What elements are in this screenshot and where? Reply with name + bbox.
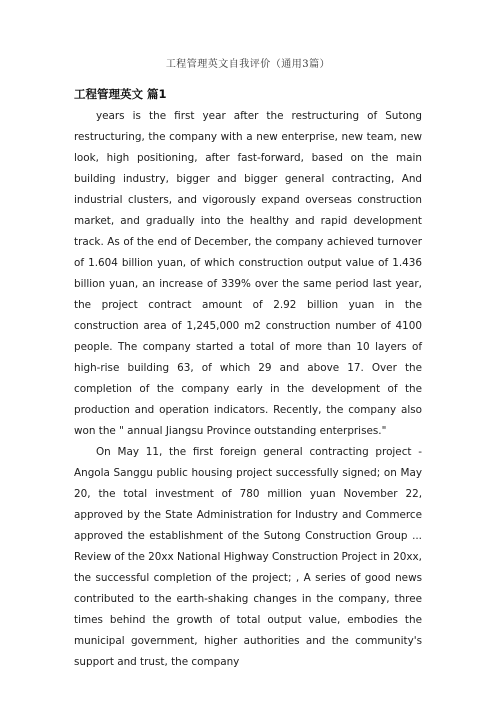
- document-title: 工程管理英文自我评价（通用3篇）: [165, 59, 331, 70]
- paragraph-2: On May 11, the first foreign general contracting project - Angola Sanggu public housing project successfully signed; on May 20, the total investment of 780 million yuan November 22, approved by the State Administration for Industry and Commerce approved the establishment of the Sutong Construction Group ... Review of the 20xx National Highway Construction Project in 20xx, the successful completion of the project; , A series of good news contributed to the earth-shaking changes in the company, three times behind the growth of total output value, embodies the municipal government, higher authorities and the community's support and trust, the company: [74, 446, 422, 668]
- paragraph-1: years is the first year after the restructuring of Sutong restructuring, the company with a new enterprise, new team, new look, high positioning, after fast-forward, based on the main building industry, bigger and bigger general contracting, And industrial clusters, and vigorously expand overseas construction market, and gradually into the healthy and rapid development track. As of the end of December, the company achieved turnover of 1.604 billion yuan, of which construction output value of 1.436 billion yuan, an increase of 339% over the same period last year, the project contract amount of 2.92 billion yuan in the construction area of 1,245,000 m2 construction number of 4100 people. The company started a total of more than 10 layers of high-rise building 63, of which 29 and above 17. Over the completion of the company early in the development of the production and operation indicators. Recently, the company also won the " annual Jiangsu Province outstanding enterprises.": [74, 110, 422, 437]
- section-heading: 工程管理英文 篇1: [74, 87, 167, 101]
- body-text: [74, 106, 422, 673]
